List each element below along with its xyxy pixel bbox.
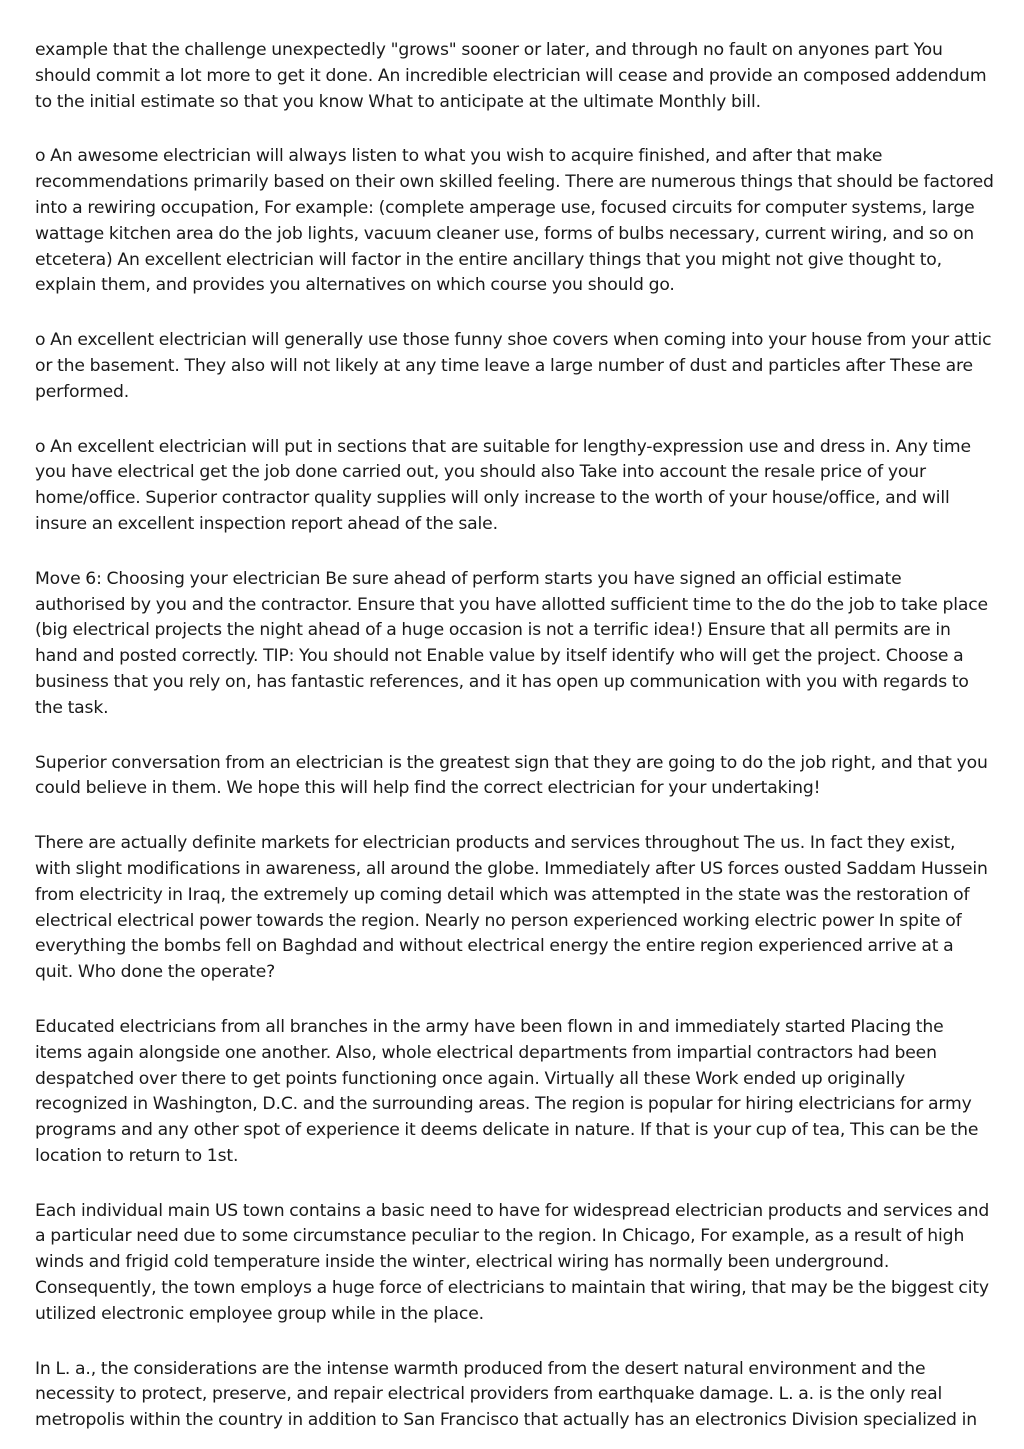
paragraph-1: example that the challenge unexpectedly "grows" sooner or later, and through no fault on anyones part You should commit a lot more to get it done. An incredible electrician will cease and provide an composed addendum to the initial estimate so that you know What to anticipate at the ultimate Monthly bill.	[35, 40, 987, 112]
paragraph-2: o An awesome electrician will always listen to what you wish to acquire finished, and after that make recommendations primarily based on their own skilled feeling. There are numerous things that should be factored into a rewiring occupation, For example: (complete amperage use, focused circuits for computer systems, large wattage kitchen area do the job lights, vacuum cleaner use, forms of bulbs necessary, current wiring, and so on etcetera) An excellent electrician will factor in the entire ancillary things that you might not give thought to, explain them, and provides you alternatives on which course you should go.	[35, 146, 994, 296]
paragraph-10: In L. a., the considerations are the intense warmth produced from the desert natural environment and the necessity to protect, preserve, and repair electrical providers from earthquake damage. L. a. is the only real metropolis within the country in addition to San Francisco that actually has an electronics Division specialized in	[35, 1358, 977, 1431]
paragraph-6: Superior conversation from an electrician is the greatest sign that they are going to do the job right, and that you could believe in them. We hope this will help find the correct electrician for your undertaking!	[35, 752, 988, 799]
paragraph-7: There are actually definite markets for electrician products and services throughout The us. In fact they exist, with slight modifications in awareness, all around the globe. Immediately after US forces ousted Saddam Hussein from electricity in Iraq, the extremely up coming detail which was attempted in the state was the restoration of electrical electrical power towards the region. Nearly no person experienced working electric power In spite of everything the bombs fell on Baghdad and without electrical energy the entire region experienced arrive at a quit. Who done the operate?	[35, 833, 988, 983]
paragraph-5: Move 6: Choosing your electrician Be sure ahead of perform starts you have signed an official estimate authorised by you and the contractor. Ensure that you have allotted sufficient time to the do the job to take place (big electrical projects the night ahead of a huge occasion is not a terrific idea!) Ensure that all permits are in hand and posted correctly. TIP: You should not Enable value by itself identify who will get the project. Choose a business that you rely on, has fantastic references, and it has open up communication with you with regards to the task.	[35, 568, 988, 718]
document-body	[35, 38, 995, 1434]
paragraph-9: Each individual main US town contains a basic need to have for widespread electrician products and services and a particular need due to some circumstance peculiar to the region. In Chicago, For example, as a result of high winds and frigid cold temperature inside the winter, electrical wiring has normally been underground. Consequently, the town employs a huge force of electricians to maintain that wiring, that may be the biggest city utilized electronic employee group while in the place.	[35, 1200, 990, 1324]
paragraph-4: o An excellent electrician will put in sections that are suitable for lengthy-expression use and dress in. Any time you have electrical get the job done carried out, you should also Take into account the resale price of your home/office. Superior contractor quality supplies will only increase to the worth of your house/office, and will insure an excellent inspection report ahead of the sale.	[35, 436, 971, 534]
paragraph-3: o An excellent electrician will generally use those funny shoe covers when coming into your house from your attic or the basement. They also will not likely at any time leave a large number of dust and particles after These are performed.	[35, 330, 992, 402]
paragraph-8: Educated electricians from all branches in the army have been flown in and immediately started Placing the items again alongside one another. Also, whole electrical departments from impartial contractors had been despatched over there to get points functioning once again. Virtually all these Work ended up originally recognized in Washington, D.C. and the surrounding areas. The region is popular for hiring electricians for army programs and any other spot of experience it deems delicate in nature. If that is your cup of tea, This can be the location to return to 1st.	[35, 1016, 979, 1166]
